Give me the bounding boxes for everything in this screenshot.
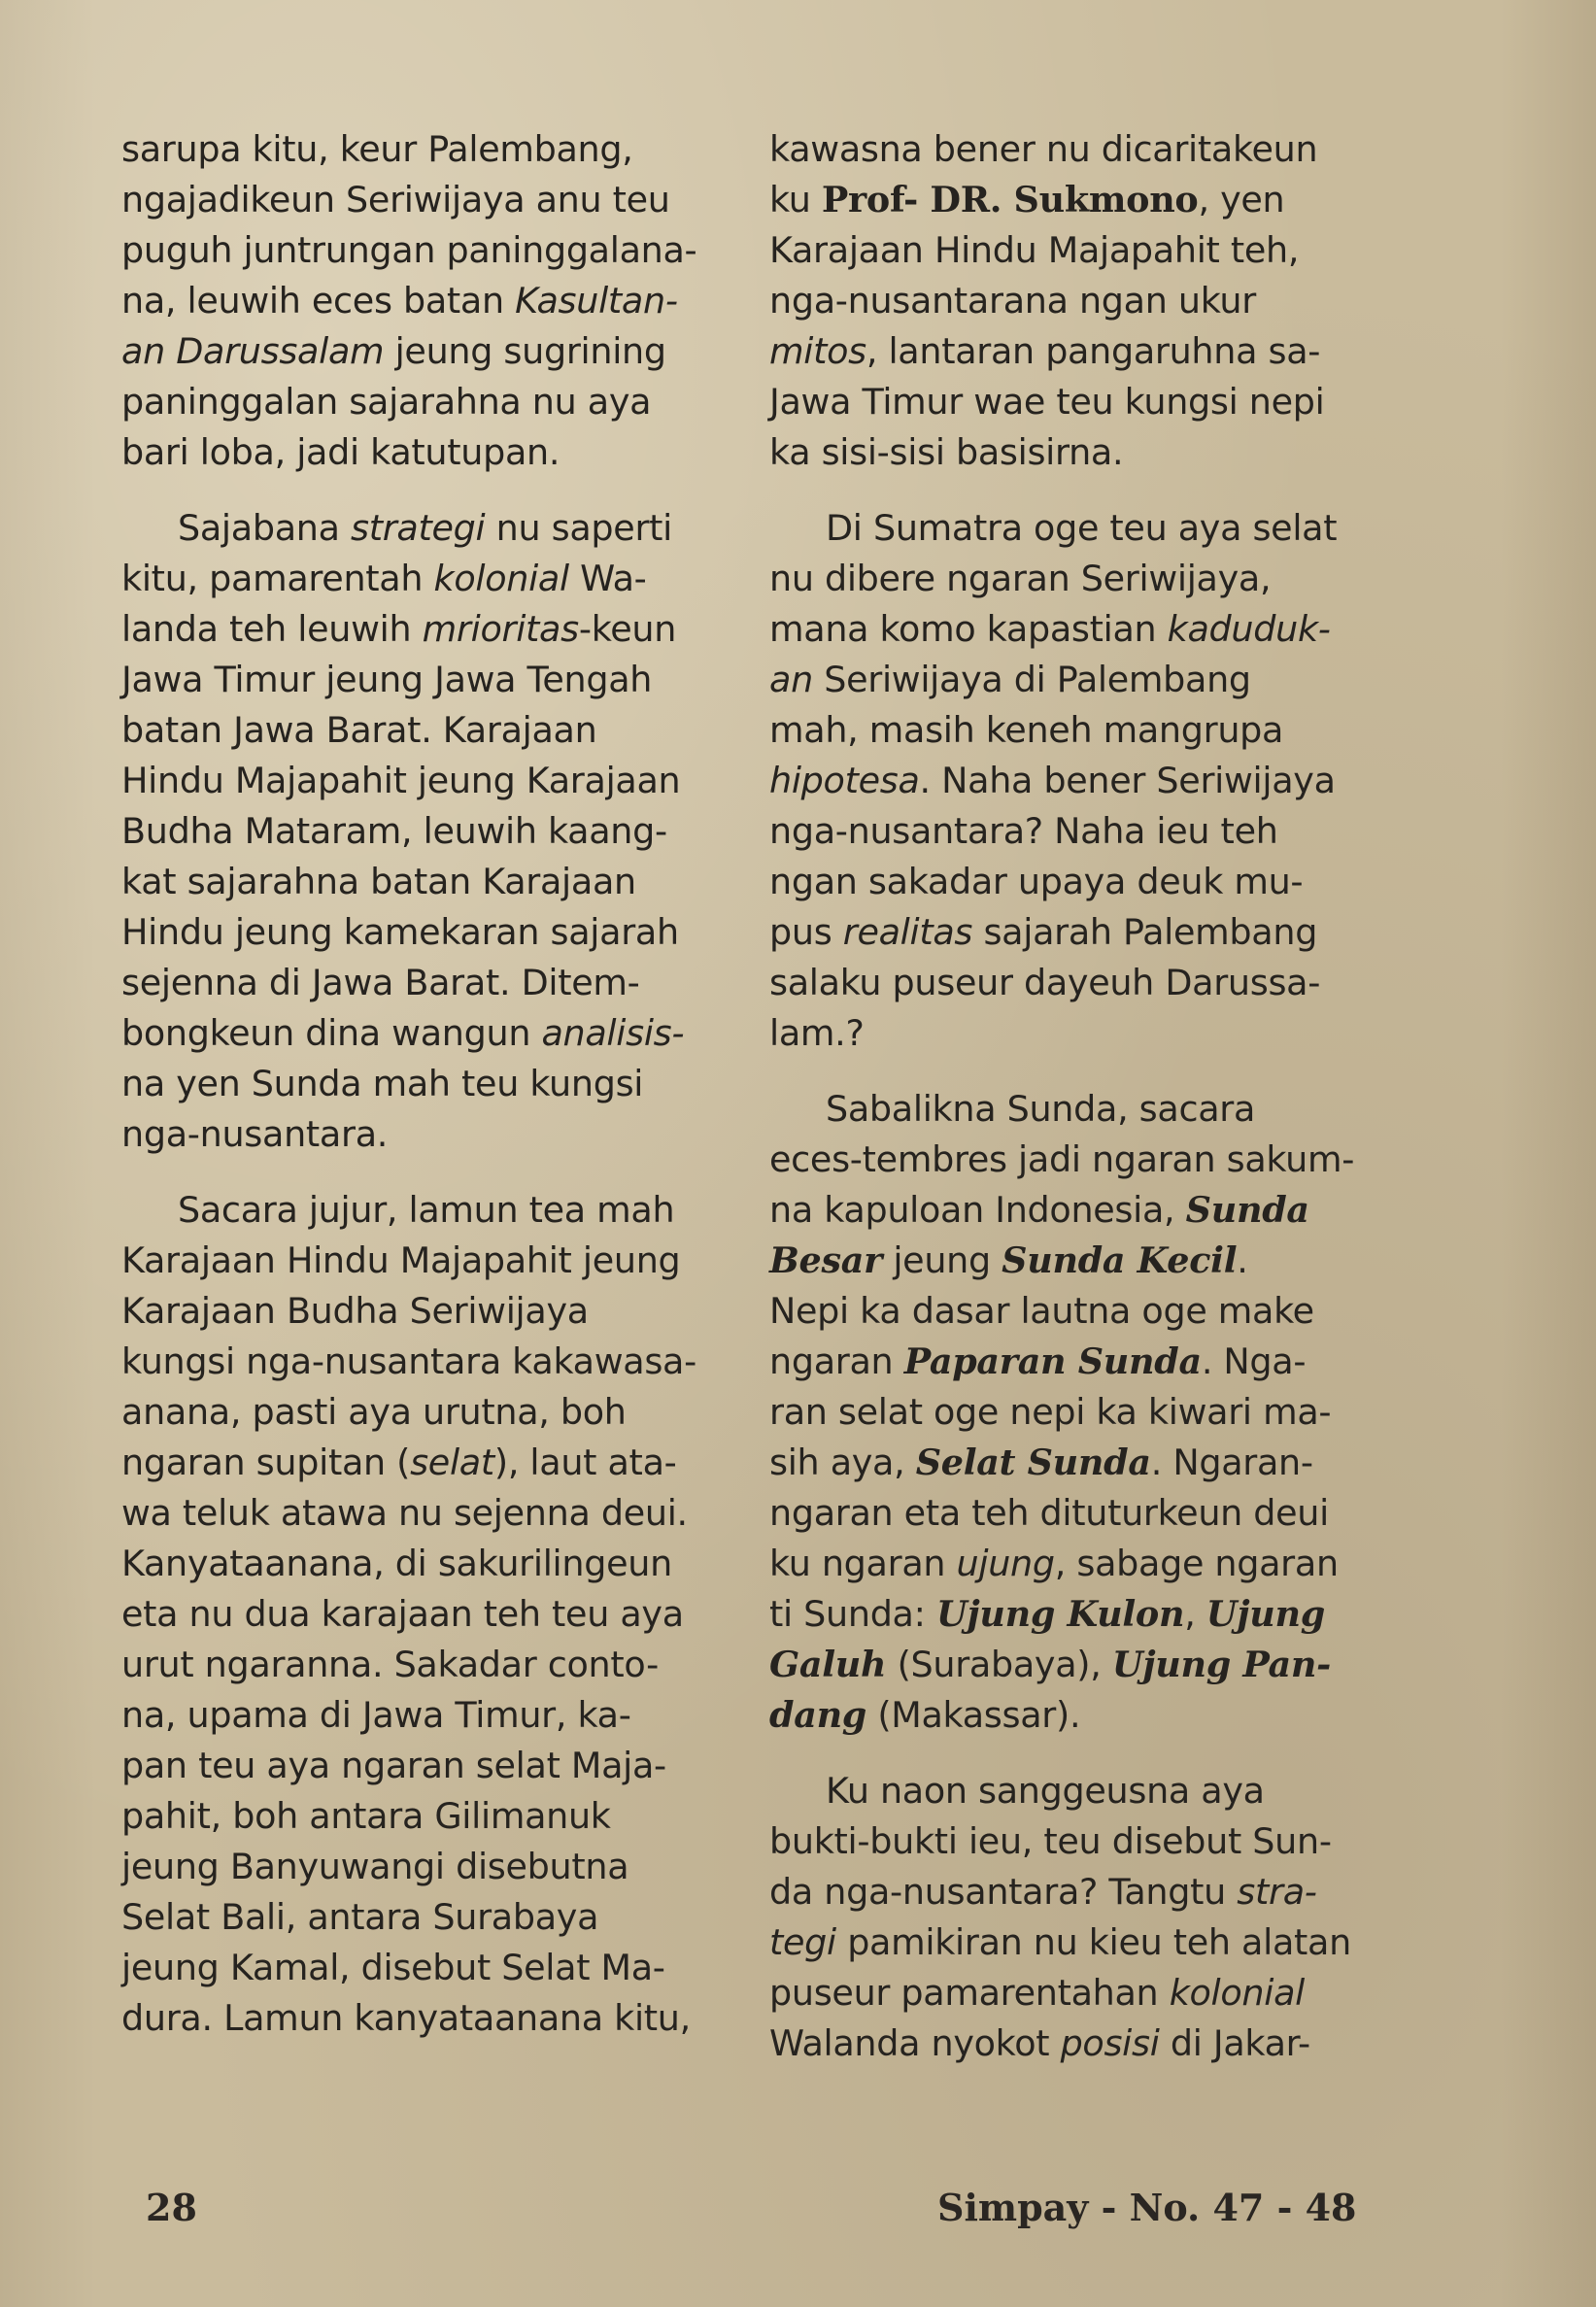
text-line: , yen <box>1198 179 1285 221</box>
text-line: nga-nusantarana ngan ukur <box>769 280 1256 322</box>
italic-term: posisi <box>1060 2022 1160 2064</box>
italic-term: analisis- <box>541 1012 685 1054</box>
italic-term: ujung <box>956 1543 1055 1584</box>
text-line: Sacara jujur, lamun tea mah <box>178 1189 675 1231</box>
italic-term: kolonial <box>433 558 569 599</box>
bold-italic-term: Ujung <box>1205 1593 1325 1635</box>
italic-term: selat <box>410 1442 494 1483</box>
text-line: Budha Mataram, leuwih kaang- <box>121 810 667 852</box>
magazine-issue: Simpay - No. 47 - 48 <box>937 2186 1357 2229</box>
italic-term: realitas <box>842 911 973 953</box>
text-line: sih aya, <box>769 1442 916 1483</box>
text-line: Wa- <box>568 558 647 599</box>
text-line: na kapuloan Indonesia, <box>769 1189 1186 1231</box>
text-line: Jawa Timur wae teu kungsi nepi <box>769 381 1325 423</box>
left-paragraph-2 <box>121 503 729 1160</box>
text-line: (Makassar). <box>866 1694 1081 1736</box>
text-line: puguh juntrungan paninggalana- <box>121 229 697 271</box>
text-line: . Ngaran- <box>1150 1442 1313 1483</box>
text-line: Seriwijaya di Palembang <box>812 659 1251 700</box>
page-number: 28 <box>146 2186 197 2229</box>
right-paragraph-2 <box>769 503 1376 1059</box>
text-line: kitu, pamarentah <box>121 558 434 599</box>
text-line: urut ngaranna. Sakadar conto- <box>121 1644 659 1685</box>
italic-term: tegi <box>769 1921 836 1963</box>
text-line: Hindu Majapahit jeung Karajaan <box>121 760 681 801</box>
text-line: na, leuwih eces batan <box>121 280 516 322</box>
text-line: ngajadikeun Seriwijaya anu teu <box>121 179 670 221</box>
text-line: Di Sumatra oge teu aya selat <box>826 507 1338 549</box>
text-line: nu dibere ngaran Seriwijaya, <box>769 558 1272 599</box>
text-line: dura. Lamun kanyataanana kitu, <box>121 1997 691 2039</box>
bold-italic-term: Sunda <box>1185 1189 1309 1231</box>
italic-term: mitos <box>769 330 866 372</box>
text-line: landa teh leuwih <box>121 608 423 650</box>
bold-italic-term: Selat Sunda <box>915 1442 1151 1483</box>
text-line: na yen Sunda mah teu kungsi <box>121 1063 644 1104</box>
text-line: ku ngaran <box>769 1543 957 1584</box>
text-line: Karajaan Budha Seriwijaya <box>121 1290 589 1332</box>
text-line: Karajaan Hindu Majapahit jeung <box>121 1239 681 1281</box>
text-line: ngan sakadar upaya deuk mu- <box>769 861 1304 902</box>
left-column <box>121 124 729 2069</box>
text-line: pahit, boh antara Gilimanuk <box>121 1795 611 1837</box>
text-line: ku <box>769 179 822 221</box>
italic-term: hipotesa <box>769 760 920 801</box>
text-line: ran selat oge nepi ka kiwari ma- <box>769 1391 1332 1433</box>
text-line: ngaran <box>769 1340 904 1382</box>
text-line: mana komo kapastian <box>769 608 1168 650</box>
text-line: Jawa Timur jeung Jawa Tengah <box>121 659 653 700</box>
text-line: Hindu jeung kamekaran sajarah <box>121 911 679 953</box>
text-line: pus <box>769 911 843 953</box>
italic-term: mrioritas <box>422 608 579 650</box>
text-line: sarupa kitu, keur Palembang, <box>121 128 633 170</box>
text-line: paninggalan sajarahna nu aya <box>121 381 652 423</box>
text-line: sajarah Palembang <box>972 911 1318 953</box>
text-line: . Nga- <box>1201 1340 1307 1382</box>
text-line: kawasna bener nu dicaritakeun <box>769 128 1318 170</box>
italic-term: an Darussalam <box>121 330 385 372</box>
text-line: pamikiran nu kieu teh alatan <box>835 1921 1351 1963</box>
bold-italic-term: Ujung Pan- <box>1111 1644 1331 1685</box>
text-line: jeung Kamal, disebut Selat Ma- <box>121 1947 665 1988</box>
bold-name: Prof- DR. Sukmono <box>821 179 1199 221</box>
text-line: (Surabaya), <box>886 1644 1112 1685</box>
italic-term: strategi <box>350 507 486 549</box>
text-line: salaku puseur dayeuh Darussa- <box>769 962 1321 1003</box>
italic-term: kolonial <box>1169 1972 1306 2014</box>
text-line: nu saperti <box>485 507 673 549</box>
text-line: mah, masih keneh mangrupa <box>769 709 1284 751</box>
bold-italic-term: Sunda Kecil <box>1002 1239 1238 1281</box>
text-line: . <box>1237 1239 1248 1281</box>
text-line: jeung sugrining <box>384 330 666 372</box>
italic-term: an <box>769 659 813 700</box>
bold-italic-term: Besar <box>769 1239 883 1281</box>
text-line: Ku naon sanggeusna aya <box>826 1770 1265 1812</box>
text-line: na, upama di Jawa Timur, ka- <box>121 1694 631 1736</box>
text-line: jeung Banyuwangi disebutna <box>121 1846 629 1887</box>
text-line: Karajaan Hindu Majapahit teh, <box>769 229 1300 271</box>
text-line: bongkeun dina wangun <box>121 1012 542 1054</box>
bold-italic-term: Ujung Kulon <box>935 1593 1185 1635</box>
text-line: lam.? <box>769 1012 865 1054</box>
text-line: Walanda nyokot <box>769 2022 1061 2064</box>
text-line: ti Sunda: <box>769 1593 936 1635</box>
text-line: puseur pamarentahan <box>769 1972 1170 2014</box>
text-line: ), laut ata- <box>493 1442 677 1483</box>
text-line: Sajabana <box>178 507 351 549</box>
text-line: wa teluk atawa nu sejenna deui. <box>121 1492 688 1534</box>
text-line: -keun <box>578 608 677 650</box>
text-line: Nepi ka dasar lautna oge make <box>769 1290 1314 1332</box>
text-line: pan teu aya ngaran selat Maja- <box>121 1745 666 1786</box>
text-line: ngaran eta teh dituturkeun deui <box>769 1492 1329 1534</box>
italic-term: stra- <box>1237 1871 1317 1913</box>
text-line: bukti-bukti ieu, teu disebut Sun- <box>769 1820 1332 1862</box>
text-line: bari loba, jadi katutupan. <box>121 431 560 473</box>
text-line: kungsi nga-nusantara kakawasa- <box>121 1340 696 1382</box>
text-line: jeung <box>882 1239 1002 1281</box>
right-paragraph-4 <box>769 1766 1376 2069</box>
italic-term: Kasultan- <box>515 280 678 322</box>
text-line: batan Jawa Barat. Karajaan <box>121 709 597 751</box>
text-line: sejenna di Jawa Barat. Ditem- <box>121 962 640 1003</box>
text-line: Sabalikna Sunda, sacara <box>826 1088 1256 1130</box>
bold-italic-term: dang <box>769 1694 867 1736</box>
text-line: . Naha bener Seriwijaya <box>919 760 1336 801</box>
text-line: , sabage ngaran <box>1054 1543 1339 1584</box>
italic-term: kaduduk- <box>1167 608 1331 650</box>
text-line: kat sajarahna batan Karajaan <box>121 861 636 902</box>
text-line: di Jakar- <box>1159 2022 1310 2064</box>
right-paragraph-1 <box>769 124 1376 478</box>
text-line: ka sisi-sisi basisirna. <box>769 431 1124 473</box>
text-line: nga-nusantara? Naha ieu teh <box>769 810 1278 852</box>
text-line: , <box>1184 1593 1206 1635</box>
text-line: eta nu dua karajaan teh teu aya <box>121 1593 684 1635</box>
bold-italic-term: Galuh <box>769 1644 887 1685</box>
right-column <box>769 124 1376 2094</box>
text-line: da nga-nusantara? Tangtu <box>769 1871 1238 1913</box>
text-line: Selat Bali, antara Surabaya <box>121 1896 599 1938</box>
left-paragraph-1 <box>121 124 729 478</box>
left-paragraph-3 <box>121 1185 729 2044</box>
text-line: , lantaran pangaruhna sa- <box>866 330 1321 372</box>
text-line: Kanyataanana, di sakurilingeun <box>121 1543 672 1584</box>
text-line: nga-nusantara. <box>121 1113 389 1155</box>
bold-italic-term: Paparan Sunda <box>903 1340 1202 1382</box>
text-line: eces-tembres jadi ngaran sakum- <box>769 1138 1355 1180</box>
text-line: anana, pasti aya urutna, boh <box>121 1391 627 1433</box>
right-paragraph-3 <box>769 1084 1376 1741</box>
text-line: ngaran supitan ( <box>121 1442 411 1483</box>
